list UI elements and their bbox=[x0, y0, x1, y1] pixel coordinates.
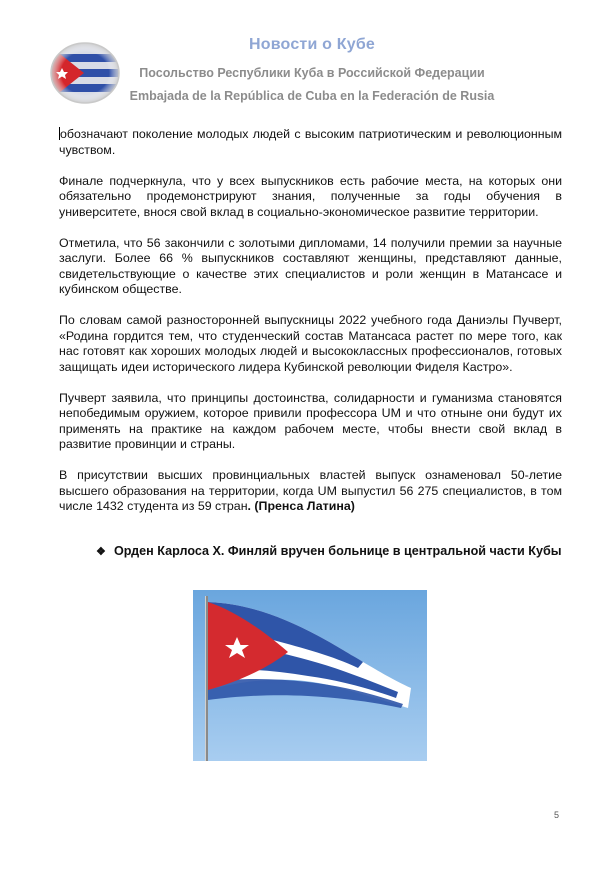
paragraph: Финале подчеркнула, что у всех выпускников есть рабочие места, на которых они обязательно продемонстрируют знания, полученные за годы обучения в университете, внося свой вклад в социально-экономическое развитие территории. bbox=[59, 173, 562, 219]
news-headline-text: Орден Карлоса Х. Финляй вручен больнице в центральной части Кубы bbox=[114, 544, 562, 558]
paragraph: Отметила, что 56 закончили с золотыми дипломами, 14 получили премии за научные заслуги. Более 66 % выпускников составляют женщины, представляют данные, свидетельствующие о качестве этих специалистов и роли женщин в Матансасе и кубинском обществе. bbox=[59, 235, 562, 296]
header-subtitle-es: Embajada de la República de Cuba en la Federación de Rusia bbox=[129, 89, 495, 103]
paragraph: По словам самой разносторонней выпускницы 2022 учебного года Даниэлы Пучверт, «Родина гордится тем, что студенческий состав Матансаса растет по мере того, как нас готовят как хороших молодых людей и высококлассных профессионалов, готовых защищать идеи исторического лидера Кубинской революции Фиделя Кастро». bbox=[59, 313, 562, 374]
cuban-flag-photo bbox=[193, 590, 427, 761]
paragraph: Пучверт заявила, что принципы достоинства, солидарности и гуманизма становятся непобедимым оружием, которое привили профессора UM и что отныне они будут их применять на практике на каждом рабочем месте, чтобы внести свой вклад в развитие провинции и страны. bbox=[59, 390, 562, 451]
header-subtitle-ru: Посольство Республики Куба в Российской Федерации bbox=[139, 66, 485, 80]
diamond-bullet-icon: ❖ bbox=[96, 546, 106, 558]
news-headline bbox=[96, 544, 566, 558]
paragraph-text: В присутствии высших провинциальных властей выпуск ознаменовал 50-летие высшего образования на территории, когда UM выпустил 56 275 специалистов, в том числе 1432 студента из 59 стран bbox=[59, 468, 562, 513]
paragraph bbox=[59, 468, 562, 515]
paragraph bbox=[59, 127, 562, 158]
header-title: Новости о Кубе bbox=[249, 36, 375, 53]
page-number: 5 bbox=[554, 810, 560, 820]
paragraph-text: обозначают поколение молодых людей с высоким патриотическим и революционным чувством. bbox=[59, 127, 562, 157]
source-credit: . (Пренса Латина) bbox=[247, 499, 355, 513]
article-body bbox=[59, 127, 562, 530]
